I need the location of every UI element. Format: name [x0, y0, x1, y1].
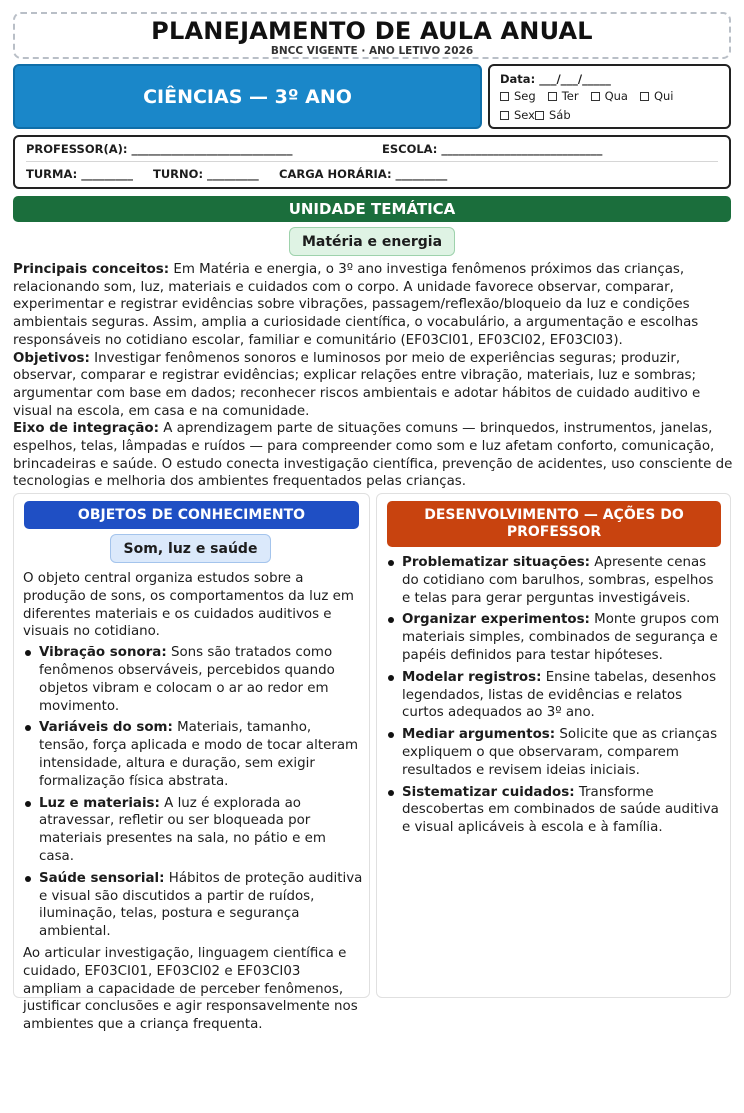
paragraph-label: Objetivos:: [13, 350, 90, 366]
bullet-icon: [388, 560, 394, 566]
item-label: Luz e materiais:: [39, 795, 160, 811]
item-label: Organizar experimentos:: [402, 612, 590, 628]
list-item: [23, 644, 363, 715]
unit-name: Matéria e energia: [301, 233, 443, 250]
weekday-sex[interactable]: [500, 106, 535, 125]
objetos-closing: Ao articular investigação, linguagem científica e cuidado, EF03CI01, EF03CI02 e EF03CI03 ampliam a capacidade de perceber fenômenos, justificar conclusões e agir responsavelmente nos ambientes que a criança frequenta.: [23, 945, 358, 1033]
checkbox-icon[interactable]: [500, 111, 509, 120]
objetos-heading-bar: [24, 501, 359, 529]
objetos-heading: OBJETOS DE CONHECIMENTO: [77, 507, 306, 523]
weekday-label: Qua: [604, 89, 628, 103]
objetos-topic: Som, luz e saúde: [123, 540, 258, 557]
paragraph-text: Em Matéria e energia, o 3º ano investiga fenômenos próximos das crianças, relacionando som, luz, materiais e cuidados com o corpo. A unidade favorece observar, comparar, experimentar e registrar evidências sobre vibrações, passagem/reflexão/bloqueio da luz e condições ambientais seguras. Assim, amplia a curiosidade científica, o vocabulário, a argumentação e escolhas responsáveis no cotidiano escolar, familiar e comunitário (EF03CI01, EF03CI02, EF03CI03).: [13, 262, 699, 348]
unit-heading: UNIDADE TEMÁTICA: [288, 200, 456, 218]
date-line: [500, 71, 719, 87]
escola-field[interactable]: ESCOLA: ____________________________: [382, 142, 603, 156]
list-item: [386, 554, 726, 607]
weekday-qua[interactable]: [591, 87, 628, 106]
weekday-sab[interactable]: [535, 106, 571, 125]
list-item: [23, 870, 363, 941]
objetos-intro: O objeto central organiza estudos sobre a produção de sons, os comportamentos da luz em diferentes materiais e os cuidados auditivos e visuais no cotidiano.: [23, 571, 354, 640]
list-item: [23, 795, 363, 866]
bullet-icon: [388, 617, 394, 623]
list-item: [386, 784, 726, 837]
intro-paragraph: [13, 350, 733, 421]
date-label: Data:: [500, 72, 536, 86]
info-row-1: [26, 137, 718, 161]
item-text: Monte grupos com materiais simples, combinados de segurança e papéis definidos para testar hipóteses.: [402, 612, 720, 663]
checkbox-icon[interactable]: [591, 92, 600, 101]
bullet-icon: [25, 876, 31, 882]
objetos-list: [23, 644, 363, 941]
item-text: Solicite que as crianças expliquem o que observaram, comparem resultados e revisem ideias iniciais.: [402, 727, 718, 778]
unit-description: [13, 261, 733, 491]
desenvolvimento-column: [376, 493, 731, 998]
weekday-label: Sex: [514, 108, 535, 122]
bullet-icon: [25, 650, 31, 656]
paragraph-label: Principais conceitos:: [13, 262, 170, 277]
weekday-label: Sáb: [548, 108, 571, 122]
item-text: Apresente cenas do cotidiano com barulhos, sombras, espelhos e telas para gerar perguntas investigáveis.: [402, 555, 714, 606]
objetos-body: [23, 570, 363, 1034]
paragraph-label: Eixo de integração:: [13, 421, 159, 437]
list-item: [386, 611, 726, 664]
date-box: [488, 64, 731, 129]
intro-paragraph: [13, 420, 733, 491]
item-label: Problematizar situações:: [402, 555, 591, 570]
item-text: Sons são tratados como fenômenos observáveis, percebidos quando objetos vibram e colocam o ar ao redor em movimento.: [39, 645, 335, 714]
desenvolvimento-heading: DESENVOLVIMENTO — AÇÕES DO PROFESSOR: [424, 507, 684, 540]
document-subtitle: BNCC VIGENTE · ANO LETIVO 2026: [270, 45, 474, 57]
weekday-label: Ter: [561, 89, 579, 103]
list-item: [386, 726, 726, 779]
subject-title: CIÊNCIAS — 3º ANO: [143, 85, 352, 108]
unit-heading-bar: [13, 196, 731, 222]
checkbox-icon[interactable]: [548, 92, 557, 101]
bullet-icon: [388, 732, 394, 738]
bullet-icon: [388, 790, 394, 796]
document-header: [13, 12, 731, 59]
desenvolvimento-heading-bar: [387, 501, 721, 547]
item-label: Sistematizar cuidados:: [402, 784, 575, 800]
unit-name-pill: [289, 227, 455, 256]
item-label: Variáveis do som:: [39, 720, 173, 736]
checkbox-icon[interactable]: [500, 92, 509, 101]
item-label: Modelar registros:: [402, 669, 542, 685]
weekday-label: Seg: [514, 89, 536, 103]
document-title: PLANEJAMENTO DE AULA ANUAL: [151, 17, 593, 45]
turma-field[interactable]: TURMA: _________: [26, 166, 133, 181]
checkbox-icon[interactable]: [640, 92, 649, 101]
item-label: Vibração sonora:: [39, 645, 167, 661]
item-label: Saúde sensorial:: [39, 870, 165, 886]
info-row-2: [26, 161, 718, 185]
weekday-seg[interactable]: [500, 87, 536, 106]
checkbox-icon[interactable]: [535, 111, 544, 120]
item-text: Materiais, tamanho, tensão, força aplicada e modo de tocar alteram intensidade, altura e duração, sem exigir formalização física abstrata.: [39, 720, 359, 789]
class-info-box: [13, 135, 731, 189]
carga-horaria-field[interactable]: CARGA HORÁRIA: _________: [279, 166, 448, 181]
bullet-icon: [25, 725, 31, 731]
bullet-icon: [25, 801, 31, 807]
list-item: [386, 669, 726, 722]
item-text: Transforme descobertas em combinados de saúde auditiva e visual aplicáveis à escola e à família.: [402, 784, 719, 836]
bullet-icon: [388, 675, 394, 681]
paragraph-text: A aprendizagem parte de situações comuns — brinquedos, instrumentos, janelas, espelhos, telas, lâmpadas e ruídos — para compreender como som e luz afetam conforto, comunicação, brincadeiras e saúde. O estudo conecta investigação científica, prevenção de acidentes, uso consciente de tecnologias e melhoria dos ambientes frequentados pelas crianças.: [13, 421, 733, 490]
item-text: Ensine tabelas, desenhos legendados, listas de evidências e relatos curtos adequados ao 3º ano.: [402, 669, 717, 721]
weekday-label: Qui: [653, 89, 674, 103]
date-blank: ___/___/_____: [539, 72, 611, 86]
weekday-checkboxes: [500, 87, 719, 125]
weekday-qui[interactable]: [640, 87, 674, 106]
professor-field[interactable]: PROFESSOR(A): ____________________________: [26, 142, 293, 156]
desenvolvimento-list: [386, 554, 726, 837]
paragraph-text: Investigar fenômenos sonoros e luminosos por meio de experiências seguras; produzir, observar, comparar e registrar evidências; explicar relações entre vibração, materiais, luz e sombras; argumentar com base em dados; reconhecer riscos ambientais e adotar hábitos de cuidado auditivo e visual na escola, em casa e na comunidade.: [13, 350, 701, 419]
item-label: Mediar argumentos:: [402, 727, 556, 743]
turno-field[interactable]: TURNO: _________: [153, 166, 259, 181]
objetos-topic-pill: [110, 534, 271, 563]
subject-banner: [13, 64, 482, 129]
weekday-ter[interactable]: [548, 87, 579, 106]
list-item: [23, 719, 363, 790]
item-text: A luz é explorada ao atravessar, refletir ou ser bloqueada por materiais presentes na sala, no pátio e em casa.: [39, 795, 326, 864]
objetos-column: [13, 493, 370, 1033]
intro-paragraph: [13, 261, 733, 350]
desenvolvimento-body: [386, 551, 726, 841]
item-text: Hábitos de proteção auditiva e visual são discutidos a partir de ruídos, iluminação, telas, postura e segurança ambiental.: [39, 870, 363, 940]
